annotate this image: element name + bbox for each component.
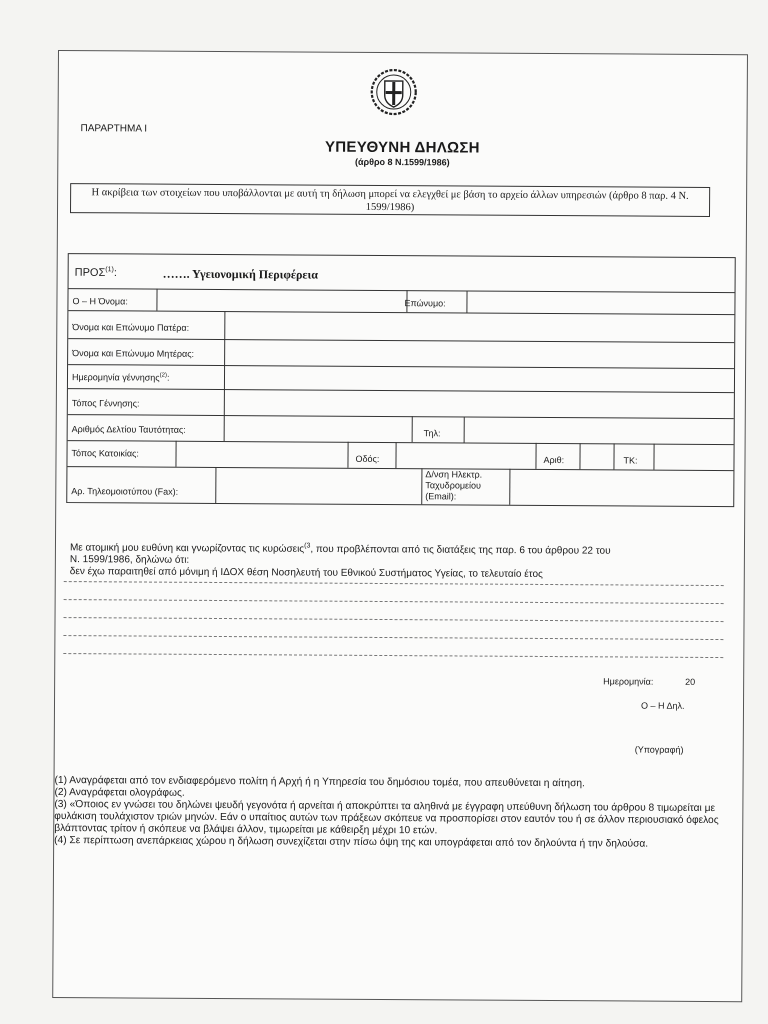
signature-label[interactable]: (Υπογραφή) bbox=[634, 744, 684, 755]
declaration-statement[interactable]: δεν έχω παραιτηθεί από μόνιμη ή ΙΔΟΧ θέση Νοσηλευτή του Εθνικού Συστήματος Υγείας, το τελευταίο έτος bbox=[69, 566, 543, 581]
statement-line[interactable] bbox=[64, 617, 724, 622]
phone-label: Τηλ: bbox=[423, 428, 441, 439]
statement-line[interactable] bbox=[63, 653, 723, 658]
fax-label: Αρ. Τηλεομοιοτύπου (Fax): bbox=[71, 486, 179, 497]
greek-coat-of-arms-icon bbox=[369, 67, 419, 117]
street-field[interactable] bbox=[397, 443, 533, 468]
footnote-4: (4) Σε περίπτωση ανεπάρκειας χώρου η δήλωση συνεχίζεται στην πίσω όψη της και υπογράφεται από τον δηλούντα ή την δηλούσα. bbox=[54, 834, 649, 850]
declaration-intro: Με ατομική μου ευθύνη και γνωρίζοντας τις κυρώσεις$^{(3}$, που προβλέπονται από τις διατάξεις της παρ. 6 του άρθρου 22 του bbox=[69, 542, 611, 557]
recipient-label: ΠΡΟΣ$^{(1)}$: bbox=[74, 266, 117, 280]
footnote-1: (1) Αναγράφεται από τον ενδιαφερόμενο πολίτη ή Αρχή ή η Υπηρεσία του δημόσιου τομέα, που απευθύνεται η αίτηση. bbox=[54, 774, 585, 790]
residence-field[interactable] bbox=[177, 442, 345, 467]
recipient-value: ……. Υγειονομική Περιφέρεια bbox=[162, 266, 319, 282]
footnotes bbox=[54, 775, 722, 851]
declaration-text bbox=[70, 539, 720, 582]
surname-field[interactable] bbox=[468, 292, 732, 314]
id-number-label: Αριθμός Δελτίου Ταυτότητας: bbox=[71, 424, 186, 435]
declarant-label: Ο – Η Δηλ. bbox=[640, 700, 685, 711]
footnote-2: (2) Αναγράφεται ολογράφως. bbox=[54, 786, 185, 799]
mother-name-field[interactable] bbox=[226, 340, 732, 367]
father-name-field[interactable] bbox=[226, 312, 732, 341]
annex-label: ΠΑΡΑΡΤΗΜΑ Ι bbox=[80, 123, 148, 135]
birthdate-label: Ημερομηνία γέννησης$^{(2)}$: bbox=[71, 372, 170, 383]
mother-name-label: Όνομα και Επώνυμο Μητέρας: bbox=[72, 348, 195, 359]
statement-line[interactable] bbox=[64, 599, 724, 604]
email-label: Δ/νση Ηλεκτρ. Ταχυδρομείου (Email): bbox=[425, 469, 483, 502]
page-title: ΥΠΕΥΘΥΝΗ ΔΗΛΩΣΗ bbox=[324, 138, 480, 157]
form-page bbox=[52, 50, 748, 1002]
date-year[interactable]: 20 bbox=[685, 676, 696, 687]
street-number-field[interactable] bbox=[581, 444, 611, 468]
page-subtitle: (άρθρο 8 Ν.1599/1986) bbox=[354, 156, 450, 168]
fax-field[interactable] bbox=[217, 468, 419, 503]
birthplace-field[interactable] bbox=[226, 390, 732, 417]
footnote-3: (3) «Όποιος εν γνώσει του δηλώνει ψευδή γεγονότα ή αρνείται ή αποκρύπτει τα αληθινά με έγγραφη υπεύθυνη δήλωση του άρθρου 8 τιμωρείται με φυλάκιση τουλάχιστον τριών μηνών. Εάν ο υπαίτιος αυτών των πράξεων σκόπευε να προσπορίσει στον εαυτόν του ή σε άλλον περιουσιακό όφελος βλάπτοντας τρίτον ή σκόπευε να βλάψει άλλον, τιμωρείται με κάθειρξη μέχρι 10 ετών. bbox=[54, 798, 719, 837]
street-number-label: Αριθ: bbox=[543, 454, 565, 466]
surname-label: Επώνυμο: bbox=[404, 298, 446, 309]
first-name-field[interactable] bbox=[158, 290, 404, 312]
street-label: Οδός: bbox=[355, 453, 380, 464]
first-name-label: Ο – Η Όνομα: bbox=[72, 296, 128, 307]
postcode-label: ΤΚ: bbox=[623, 455, 638, 466]
declaration-intro-continued: Ν. 1599/1986, δηλώνω ότι: bbox=[69, 554, 190, 567]
declarant-details-table bbox=[66, 253, 736, 507]
birthplace-label: Τόπος Γέννησης: bbox=[71, 398, 140, 409]
verification-notice: Η ακρίβεια των στοιχείων που υποβάλλονται με αυτή τη δήλωση μπορεί να ελεγχθεί με βάση το αρχείο άλλων υπηρεσιών (άρθρο 8 παρ. 4 Ν. 1599/1986) bbox=[70, 183, 710, 217]
residence-label: Τόπος Κατοικίας: bbox=[71, 448, 139, 459]
postcode-field[interactable] bbox=[655, 445, 731, 469]
statement-line[interactable] bbox=[63, 635, 723, 640]
id-number-field[interactable] bbox=[226, 416, 410, 441]
birthdate-field[interactable] bbox=[226, 366, 732, 391]
date-label: Ημερομηνία: bbox=[603, 676, 654, 687]
father-name-label: Όνομα και Επώνυμο Πατέρα: bbox=[72, 322, 190, 333]
email-field[interactable] bbox=[511, 470, 731, 505]
phone-field[interactable] bbox=[466, 417, 732, 443]
